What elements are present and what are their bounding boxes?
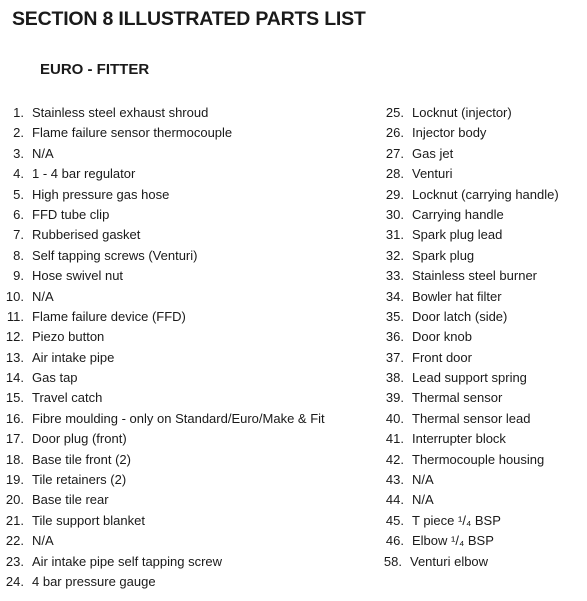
part-item xyxy=(0,388,372,408)
part-item xyxy=(0,246,372,266)
part-number: 5. xyxy=(13,186,24,202)
part-label: Hose swivel nut xyxy=(32,268,124,284)
part-number: 21. xyxy=(5,512,24,528)
part-item xyxy=(0,327,372,347)
part-label: Locknut (injector) xyxy=(412,105,512,120)
part-item xyxy=(0,185,372,205)
part-number: 11. xyxy=(6,308,24,324)
part-label: Gas jet xyxy=(412,145,454,161)
parts-list-right xyxy=(372,103,587,572)
part-item xyxy=(372,348,587,368)
part-item xyxy=(372,388,587,408)
part-number: 40. xyxy=(385,410,404,426)
part-number: 9. xyxy=(13,268,24,284)
part-number: 6. xyxy=(13,206,24,222)
part-item xyxy=(0,164,372,184)
part-item xyxy=(0,368,372,388)
part-item xyxy=(372,205,587,225)
part-label: Venturi elbow xyxy=(410,553,489,569)
part-number: 27. xyxy=(385,145,404,161)
part-label: Thermal sensor lead xyxy=(412,410,531,426)
part-number: 44. xyxy=(385,492,404,508)
part-number: 29. xyxy=(385,186,404,202)
part-item xyxy=(372,287,587,307)
parts-list-left xyxy=(0,103,372,592)
part-number: 30. xyxy=(385,206,404,222)
part-label: Travel catch xyxy=(32,390,103,406)
part-item xyxy=(372,185,587,205)
section-title: SECTION 8 ILLUSTRATED PARTS LIST xyxy=(12,8,366,30)
part-item xyxy=(372,511,587,531)
part-label: Thermocouple housing xyxy=(412,451,545,467)
part-number: 13. xyxy=(5,349,24,365)
part-item xyxy=(372,429,587,449)
part-label: Interrupter block xyxy=(412,431,506,447)
part-number: 20. xyxy=(5,492,24,508)
part-item xyxy=(372,266,587,286)
part-label: 1 - 4 bar regulator xyxy=(32,166,136,182)
part-item xyxy=(0,266,372,286)
part-number: 28. xyxy=(385,166,404,182)
part-label: Door latch (side) xyxy=(412,308,508,324)
part-item xyxy=(0,490,372,510)
part-number: 42. xyxy=(385,451,404,467)
part-label: Flame failure device (FFD) xyxy=(32,308,186,324)
part-label: N/A xyxy=(32,533,54,549)
part-number: 8. xyxy=(13,247,24,263)
part-item xyxy=(0,409,372,429)
part-number: 26. xyxy=(385,125,404,141)
part-item xyxy=(0,348,372,368)
part-label: Tile retainers (2) xyxy=(32,472,127,488)
part-item xyxy=(0,205,372,225)
part-label: Venturi xyxy=(412,166,453,182)
part-number: 2. xyxy=(13,125,24,141)
part-label: Carrying handle xyxy=(412,206,504,222)
part-label: Injector body xyxy=(412,125,487,141)
part-label: Rubberised gasket xyxy=(32,227,141,243)
part-number: 12. xyxy=(5,329,24,345)
part-label: FFD tube clip xyxy=(32,206,110,222)
part-item xyxy=(0,307,372,327)
part-item xyxy=(0,531,372,551)
part-label: Lead support spring xyxy=(412,370,527,386)
part-label: Thermal sensor xyxy=(412,390,503,406)
part-item xyxy=(0,103,372,123)
part-number: 43. xyxy=(385,472,404,488)
part-item xyxy=(372,368,587,388)
part-number: 4. xyxy=(13,166,24,182)
part-label: Stainless steel burner xyxy=(412,268,538,284)
part-number: 33. xyxy=(385,268,404,284)
part-label: Piezo button xyxy=(32,329,105,345)
part-item xyxy=(0,287,372,307)
part-number: 46. xyxy=(385,533,404,549)
part-label: Locknut (carrying handle) xyxy=(412,186,559,202)
part-item xyxy=(372,246,587,266)
part-number: 7. xyxy=(13,227,24,243)
part-number: 34. xyxy=(385,288,404,304)
part-label: Spark plug lead xyxy=(412,227,503,243)
part-label: Elbow ¹/₄ BSP xyxy=(412,533,494,549)
part-number: 24. xyxy=(5,573,24,589)
part-number: 38. xyxy=(385,370,404,386)
part-label: Door knob xyxy=(412,329,472,345)
part-number: 58. xyxy=(383,553,402,569)
part-label: N/A xyxy=(412,472,434,488)
part-label: Base tile rear xyxy=(32,492,109,508)
part-number: 41. xyxy=(385,431,404,447)
part-label: Front door xyxy=(412,349,472,365)
part-item xyxy=(0,450,372,470)
part-label: Air intake pipe self tapping screw xyxy=(32,553,223,569)
part-number: 17. xyxy=(5,431,24,447)
part-number: 31. xyxy=(385,227,404,243)
part-number: 16. xyxy=(5,410,24,426)
part-item xyxy=(0,429,372,449)
part-number: 15. xyxy=(5,390,24,406)
part-item xyxy=(0,470,372,490)
part-item xyxy=(372,327,587,347)
part-item xyxy=(372,450,587,470)
model-subtitle: EURO - FITTER xyxy=(40,61,150,78)
part-number: 22. xyxy=(5,533,24,549)
part-item xyxy=(372,470,587,490)
part-number: 45. xyxy=(385,512,404,528)
part-item xyxy=(0,572,372,592)
part-item xyxy=(372,490,587,510)
part-label: N/A xyxy=(32,145,54,161)
part-label: N/A xyxy=(412,492,434,508)
part-label: Base tile front (2) xyxy=(32,451,131,467)
part-number: 37. xyxy=(385,349,404,365)
part-label: Tile support blanket xyxy=(32,512,145,528)
part-number: 10. xyxy=(5,288,24,304)
part-item xyxy=(372,225,587,245)
part-label: N/A xyxy=(32,288,54,304)
part-label: 4 bar pressure gauge xyxy=(32,573,156,589)
part-number: 35. xyxy=(385,308,404,324)
part-label: Air intake pipe xyxy=(32,349,115,365)
part-number: 14. xyxy=(5,370,24,386)
part-item xyxy=(372,103,587,123)
part-item xyxy=(372,307,587,327)
part-item xyxy=(0,552,372,572)
part-label: Bowler hat filter xyxy=(412,288,502,304)
part-number: 3. xyxy=(13,145,24,161)
part-label: Self tapping screws (Venturi) xyxy=(32,247,198,263)
part-label: High pressure gas hose xyxy=(32,186,170,202)
part-item xyxy=(372,123,587,143)
part-number: 18. xyxy=(5,451,24,467)
part-item xyxy=(0,123,372,143)
part-label: Gas tap xyxy=(32,370,78,386)
part-number: 1. xyxy=(13,105,24,120)
part-number: 19. xyxy=(5,472,24,488)
part-item xyxy=(372,164,587,184)
part-item xyxy=(0,511,372,531)
part-item xyxy=(0,225,372,245)
part-item xyxy=(372,531,587,551)
part-number: 39. xyxy=(385,390,404,406)
part-item xyxy=(372,552,587,572)
part-label: T piece ¹/₄ BSP xyxy=(412,512,501,528)
part-label: Door plug (front) xyxy=(32,431,127,447)
part-item xyxy=(0,144,372,164)
part-item xyxy=(372,409,587,429)
part-item xyxy=(372,144,587,164)
part-label: Fibre moulding - only on Standard/Euro/Make & Fit xyxy=(32,410,325,426)
part-number: 25. xyxy=(385,105,404,120)
part-label: Flame failure sensor thermocouple xyxy=(32,125,233,141)
part-number: 32. xyxy=(385,247,404,263)
part-label: Stainless steel exhaust shroud xyxy=(32,105,209,120)
part-number: 36. xyxy=(385,329,404,345)
part-label: Spark plug xyxy=(412,247,475,263)
part-number: 23. xyxy=(5,553,24,569)
